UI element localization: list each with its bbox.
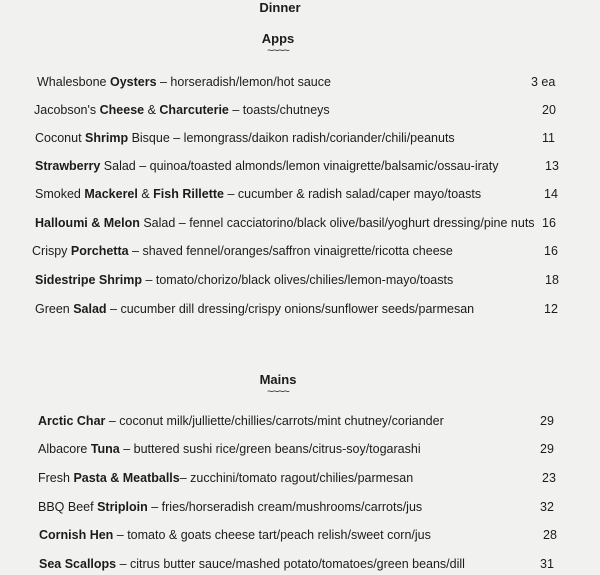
mains-item	[0, 557, 600, 575]
dish-name: Mackerel	[84, 187, 138, 201]
dish-detail: BBQ Beef	[38, 500, 98, 514]
dish-name: Salad	[73, 302, 107, 316]
apps-item	[0, 131, 600, 149]
item-description	[35, 216, 535, 230]
item-price: 29	[540, 414, 554, 428]
item-description	[38, 471, 413, 485]
dish-detail: – coconut milk/julliette/chillies/carrots/mint chutney/coriander	[105, 414, 444, 428]
apps-item	[0, 216, 600, 234]
item-description	[34, 103, 330, 117]
mains-heading: Mains	[259, 372, 297, 387]
dish-name: Fish Rillette	[153, 187, 224, 201]
dish-detail: Whalesbone	[37, 75, 110, 89]
apps-item	[0, 302, 600, 320]
dish-name: Shrimp	[85, 131, 129, 145]
dish-detail: Crispy	[32, 244, 71, 258]
dish-detail: – horseradish/lemon/hot sauce	[156, 75, 331, 89]
item-description	[35, 273, 453, 287]
item-description	[32, 244, 453, 258]
item-price: 20	[542, 103, 556, 117]
mains-item	[0, 471, 600, 489]
apps-item	[0, 244, 600, 262]
item-price: 32	[540, 500, 554, 514]
dish-detail: Bisque – lemongrass/daikon radish/coriander/chili/peanuts	[128, 131, 455, 145]
apps-heading: Apps	[261, 31, 295, 46]
dish-detail: – buttered sushi rice/green beans/citrus-soy/togarashi	[119, 442, 421, 456]
dish-name: Pasta & Meatballs	[73, 471, 180, 485]
dish-detail: Fresh	[38, 471, 74, 485]
apps-item	[0, 75, 600, 93]
item-price: 12	[544, 302, 558, 316]
mains-item	[0, 528, 600, 546]
item-description	[35, 187, 481, 201]
apps-ornament: ~~~~	[267, 45, 289, 57]
apps-item	[0, 273, 600, 291]
item-price: 29	[540, 442, 554, 456]
item-description	[38, 442, 421, 456]
apps-item	[0, 159, 600, 177]
mains-ornament: ~~~~	[267, 386, 289, 398]
item-description	[38, 500, 422, 514]
dish-detail: – fries/horseradish cream/mushrooms/carrots/jus	[147, 500, 423, 514]
dish-name: Oysters	[109, 75, 157, 89]
mains-item	[0, 442, 600, 460]
item-description	[39, 557, 465, 571]
item-description	[35, 159, 498, 173]
dish-name: Porchetta	[70, 244, 129, 258]
item-price: 18	[545, 273, 559, 287]
dish-detail: Salad – quinoa/toasted almonds/lemon vinaigrette/balsamic/ossau-iraty	[100, 159, 499, 173]
dish-detail: Jacobson's	[34, 103, 100, 117]
item-description	[35, 131, 455, 145]
dish-name: Charcuterie	[159, 103, 229, 117]
item-price: 23	[542, 471, 556, 485]
item-price: 31	[540, 557, 554, 571]
item-description	[38, 414, 444, 428]
dish-detail: Albacore	[38, 442, 91, 456]
dish-detail: &	[144, 103, 160, 117]
dish-detail: – zucchini/tomato ragout/chilies/parmesan	[179, 471, 414, 485]
item-price: 11	[542, 131, 555, 145]
dish-detail: – cucumber dill dressing/crispy onions/sunflower seeds/parmesan	[106, 302, 475, 316]
dish-detail: – tomato & goats cheese tart/peach relish/sweet corn/jus	[113, 528, 431, 542]
dish-detail: Salad – fennel cacciatorino/black olive/basil/yoghurt dressing/pine nuts	[139, 216, 535, 230]
mains-item	[0, 500, 600, 518]
item-description	[35, 302, 474, 316]
menu-title: Dinner	[259, 0, 301, 15]
dish-detail: – citrus butter sauce/mashed potato/tomatoes/green beans/dill	[116, 557, 465, 571]
dish-name: Tuna	[90, 442, 120, 456]
dish-name: Cornish Hen	[39, 528, 114, 542]
dish-name: Striploin	[97, 500, 148, 514]
dish-detail: Coconut	[35, 131, 86, 145]
apps-item	[0, 187, 600, 205]
dish-detail: – shaved fennel/oranges/saffron vinaigrette/ricotta cheese	[128, 244, 453, 258]
dish-name: Halloumi & Melon	[35, 216, 140, 230]
dish-detail: – toasts/chutneys	[228, 103, 330, 117]
dish-name: Arctic Char	[38, 414, 106, 428]
dish-detail: &	[137, 187, 154, 201]
item-price: 16	[542, 216, 556, 230]
dish-detail: Green	[35, 302, 74, 316]
dish-detail: Smoked	[35, 187, 85, 201]
item-description	[37, 75, 331, 89]
dish-name: Strawberry	[35, 159, 101, 173]
dish-name: Cheese	[99, 103, 145, 117]
item-price: 28	[543, 528, 557, 542]
dish-detail: – tomato/chorizo/black olives/chilies/lemon-mayo/toasts	[141, 273, 454, 287]
dish-name: Sidestripe Shrimp	[35, 273, 142, 287]
item-price: 16	[544, 244, 558, 258]
item-price: 3 ea	[531, 75, 556, 89]
apps-item	[0, 103, 600, 121]
mains-item	[0, 414, 600, 432]
dish-name: Sea Scallops	[39, 557, 117, 571]
item-description	[39, 528, 431, 542]
dish-detail: – cucumber & radish salad/caper mayo/toasts	[224, 187, 482, 201]
item-price: 13	[545, 159, 559, 173]
item-price: 14	[544, 187, 558, 201]
